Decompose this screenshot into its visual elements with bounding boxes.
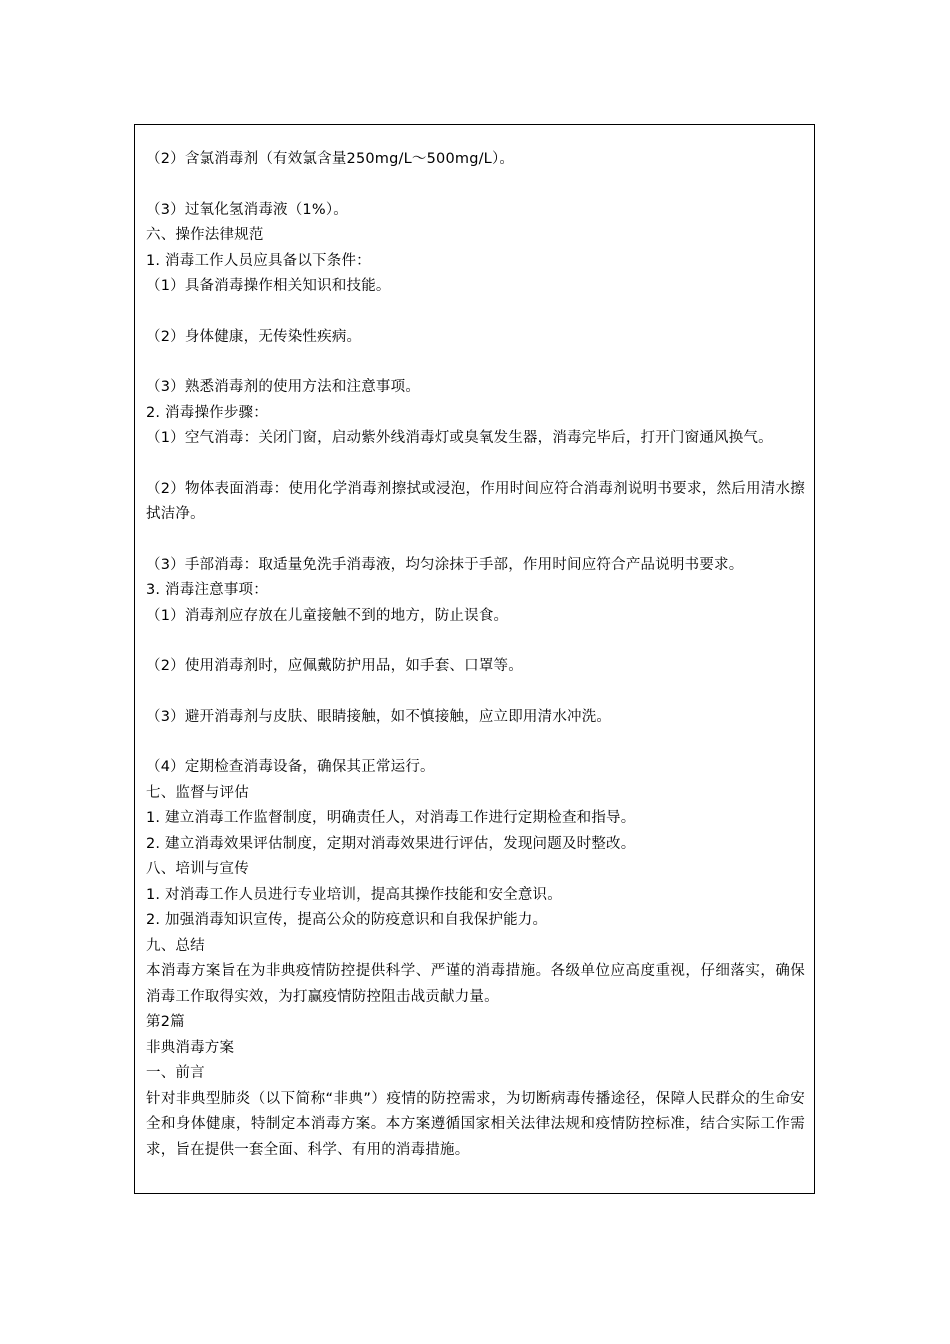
document-body: [146, 147, 805, 1163]
section-heading-7: 七、监督与评估: [146, 784, 249, 801]
spacer: [146, 629, 805, 654]
spacer: [146, 350, 805, 375]
section-heading-8: 八、培训与宣传: [146, 861, 249, 877]
list-item: （3）避开消毒剂与皮肤、眼睛接触，如不慎接触，应立即用清水冲洗。: [146, 708, 612, 725]
document-table-cell: [134, 124, 815, 1194]
spacer: [146, 300, 805, 325]
spacer: [146, 680, 805, 705]
summary-paragraph: 本消毒方案旨在为非典疫情防控提供科学、严谨的消毒措施。各级单位应高度重视，仔细落实，确保消毒工作取得实效，为打赢疫情防控阻击战贡献力量。: [146, 963, 805, 1005]
disinfectant-item-3: （3）过氧化氢消毒液（1%）。: [146, 201, 348, 218]
list-item: 2. 建立消毒效果评估制度，定期对消毒效果进行评估，发现问题及时整改。: [146, 835, 636, 852]
list-item: 1. 对消毒工作人员进行专业培训，提高其操作技能和安全意识。: [146, 886, 562, 903]
list-item: （1）消毒剂应存放在儿童接触不到的地方，防止误食。: [146, 607, 509, 624]
spacer: [146, 528, 805, 553]
spacer: [146, 730, 805, 755]
list-item: 2. 加强消毒知识宣传，提高公众的防疫意识和自我保护能力。: [146, 912, 548, 928]
subsection-heading-6-1: 1. 消毒工作人员应具备以下条件：: [146, 252, 371, 269]
list-item: 1. 建立消毒工作监督制度，明确责任人，对消毒工作进行定期检查和指导。: [146, 810, 636, 826]
list-item: （3）熟悉消毒剂的使用方法和注意事项。: [146, 379, 421, 395]
spacer: [146, 173, 805, 198]
subsection-heading-6-2: 2. 消毒操作步骤：: [146, 404, 268, 421]
list-item: （2）使用消毒剂时，应佩戴防护用品，如手套、口罩等。: [146, 658, 523, 674]
spacer: [146, 452, 805, 477]
list-item: （3）手部消毒：取适量免洗手消毒液，均匀涂抹于手部，作用时间应符合产品说明书要求。: [146, 556, 744, 573]
section-heading-6: 六、操作法律规范: [146, 227, 264, 243]
preface-paragraph: 针对非典型肺炎（以下简称“非典”）疫情的防控需求，为切断病毒传播途径，保障人民群众的生命安全和身体健康，特制定本消毒方案。本方案遵循国家相关法律法规和疫情防控标准，结合实际工作需求，旨在提供一套全面、科学、有用的消毒措施。: [146, 1090, 805, 1158]
document-title: 非典消毒方案: [146, 1039, 235, 1056]
disinfectant-item-2: （2）含氯消毒剂（有效氯含量250mg/L～500mg/L）。: [146, 151, 515, 167]
list-item: （1）空气消毒：关闭门窗，启动紫外线消毒灯或臭氧发生器，消毒完毕后，打开门窗通风换气。: [146, 430, 773, 446]
list-item: （4）定期检查消毒设备，确保其正常运行。: [146, 759, 435, 775]
list-item: （2）物体表面消毒：使用化学消毒剂擦拭或浸泡，作用时间应符合消毒剂说明书要求，然后用清水擦拭洁净。: [146, 480, 805, 522]
subsection-heading-6-3: 3. 消毒注意事项：: [146, 582, 268, 598]
list-item: （2）身体健康，无传染性疾病。: [146, 328, 362, 345]
part-label: 第2篇: [146, 1014, 185, 1030]
list-item: （1）具备消毒操作相关知识和技能。: [146, 278, 391, 294]
section-heading-9: 九、总结: [146, 937, 205, 954]
section-heading-1: 一、前言: [146, 1065, 205, 1081]
